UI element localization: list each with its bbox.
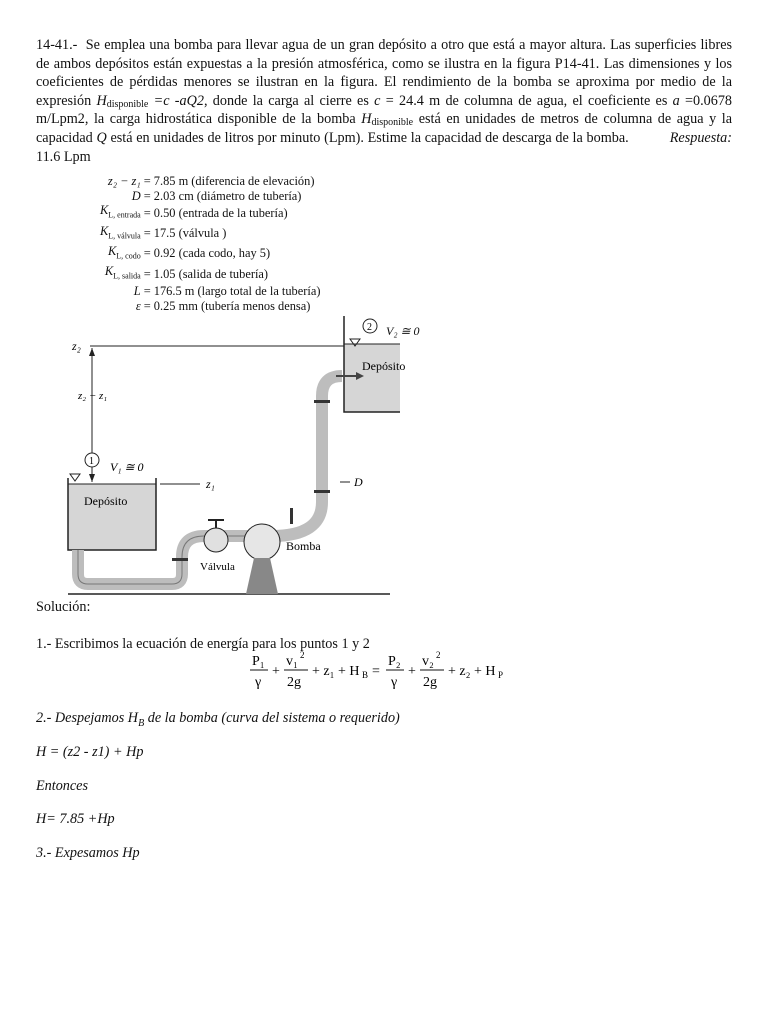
data-value: = 176.5 m (largo total de la tubería)	[143, 284, 321, 299]
h-subscript: disponible	[106, 98, 149, 110]
data-subscript: L, codo	[116, 251, 141, 261]
pump-body	[244, 524, 280, 560]
problem-number: 14-41.-	[36, 37, 78, 53]
data-row	[100, 174, 320, 189]
equation-h2: H= 7.85 +Hp	[36, 811, 115, 827]
c-value: = 24.4 m de columna de agua, el coeficiente es	[385, 92, 668, 109]
h-symbol-2: H	[361, 111, 372, 128]
v1-label: V₁ ≅ 0	[110, 460, 144, 474]
step2-suffix: de la bomba (curva del sistema o requerido)	[144, 710, 400, 726]
problem-text-2: , donde la carga al cierre es	[203, 92, 369, 109]
q-symbol: Q	[96, 129, 107, 146]
flange	[172, 558, 188, 561]
data-subscript: L, salida	[113, 271, 141, 281]
left-surface-marker	[70, 474, 80, 481]
right-tank-label: Depósito	[362, 359, 406, 373]
z1-label: z₁	[206, 477, 215, 491]
entonces-text: Entonces	[36, 778, 89, 794]
eq-p2: P₂	[388, 654, 401, 669]
data-subscript: L, entrada	[108, 210, 141, 220]
data-row	[100, 224, 320, 244]
eq-gamma: γ	[255, 675, 262, 690]
data-value: = 17.5 (válvula )	[143, 226, 227, 241]
valve-body	[204, 528, 228, 552]
data-symbol: K	[104, 263, 114, 278]
data-row	[100, 264, 320, 284]
problem-text-4: está en unidades de litros por minuto (Lpm). Estime la capacidad de descarga de la bomba.	[110, 129, 629, 146]
left-tank-label: Depósito	[84, 494, 128, 508]
right-tank-water	[344, 344, 400, 412]
pump-label: Bomba	[286, 539, 321, 553]
data-row	[100, 189, 320, 204]
z2-label: z₂	[72, 339, 81, 353]
eq-z2-hp: + z₂ + H	[448, 664, 496, 679]
pump-base	[246, 558, 278, 594]
eq-z1-hb: + z₁ + H	[312, 664, 360, 679]
data-value: = 7.85 m (diferencia de elevación)	[143, 174, 315, 188]
data-value: = 0.25 mm (tubería menos densa)	[143, 298, 311, 313]
solution-step-1: 1.- Escribimos la ecuación de energía para los puntos 1 y 2	[36, 636, 370, 652]
data-symbol: ε	[135, 298, 141, 313]
problem-statement	[36, 36, 732, 166]
eq-equals: =	[372, 664, 380, 679]
eq-2g: 2g	[287, 675, 301, 690]
c-symbol: c	[374, 92, 381, 109]
dimension-arrow-up	[89, 348, 95, 356]
eq-2g-2: 2g	[423, 675, 437, 690]
data-value: = 0.50 (entrada de la tubería)	[143, 206, 288, 221]
eq-p1: P₁	[252, 654, 265, 669]
solution-step-2	[36, 710, 400, 729]
equation-h: H = (z2 - z1) + Hp	[36, 744, 144, 760]
data-subscript: L, válvula	[108, 231, 141, 241]
data-value: = 0.92 (cada codo, hay 5)	[143, 246, 271, 261]
a-symbol: a	[672, 92, 680, 109]
eq-plus-2: +	[408, 664, 416, 679]
point-1-label: 1	[89, 456, 94, 467]
data-symbol: K	[100, 223, 109, 238]
flange	[314, 400, 330, 403]
eq-gamma-2: γ	[391, 675, 398, 690]
data-value: = 1.05 (salida de tubería)	[143, 266, 269, 281]
energy-equation	[250, 650, 520, 694]
data-symbol: D	[131, 188, 141, 203]
data-list	[100, 174, 320, 314]
flange	[314, 490, 330, 493]
data-value: = 2.03 cm (diámetro de tubería)	[143, 188, 302, 203]
a-value: =0.0678 m/Lpm2, la carga hidrostática disponible de la bomba	[36, 92, 733, 128]
dimension-arrow-down	[89, 474, 95, 482]
data-row	[100, 244, 320, 264]
eq-square-2: 2	[436, 650, 441, 660]
problem-text-3: está en unidades de metros de columna de agua y la capacidad	[36, 111, 733, 146]
step2-prefix: 2.- Despejamos H	[36, 710, 139, 726]
eq-plus: +	[272, 664, 280, 679]
eq-v2: v₂	[422, 654, 434, 669]
eq-hp-sub: P	[498, 670, 504, 680]
h-subscript-2: disponible	[371, 117, 414, 129]
data-symbol: L	[133, 284, 141, 299]
discharge-pipe	[272, 376, 342, 536]
point-2-label: 2	[367, 322, 372, 333]
eq-hb-sub: B	[362, 670, 369, 680]
v2-label-html: V₂ ≅ 0	[386, 324, 420, 338]
data-row	[100, 203, 320, 223]
flange	[290, 508, 293, 524]
solution-step-3: 3.- Expesamos Hp	[36, 845, 140, 861]
valve-label: Válvula	[200, 561, 235, 573]
data-symbol: z₂ − z₁	[107, 174, 141, 188]
eq-v1: v₁	[286, 654, 298, 669]
step2-sub: B	[138, 717, 145, 729]
pump-expression: =c -aQ2	[153, 92, 204, 109]
data-symbol: K	[108, 243, 117, 258]
data-symbol: K	[100, 203, 109, 218]
data-row	[100, 284, 320, 299]
answer-value: 11.6 Lpm	[36, 148, 91, 165]
solution-heading: Solución:	[36, 599, 91, 615]
eq-square: 2	[300, 650, 305, 660]
d-label: D	[354, 475, 363, 489]
h-symbol: H	[96, 92, 107, 109]
answer-label: Respuesta:	[669, 129, 732, 146]
problem-text-1: Se emplea una bomba para llevar agua de un gran depósito a otro que está a mayor altura. Las superficies libres de ambos depósitos están expuestas a la presión atmosférica, como se ilustra en la figura P14-41. Las dimensiones y los coeficientes de pérdidas menores se ilustran en la figura. El rendimiento de la bomba se aproxima por medio de la expresión	[36, 37, 733, 109]
z2-minus-z1-label: z₂ − z₁	[78, 390, 108, 402]
